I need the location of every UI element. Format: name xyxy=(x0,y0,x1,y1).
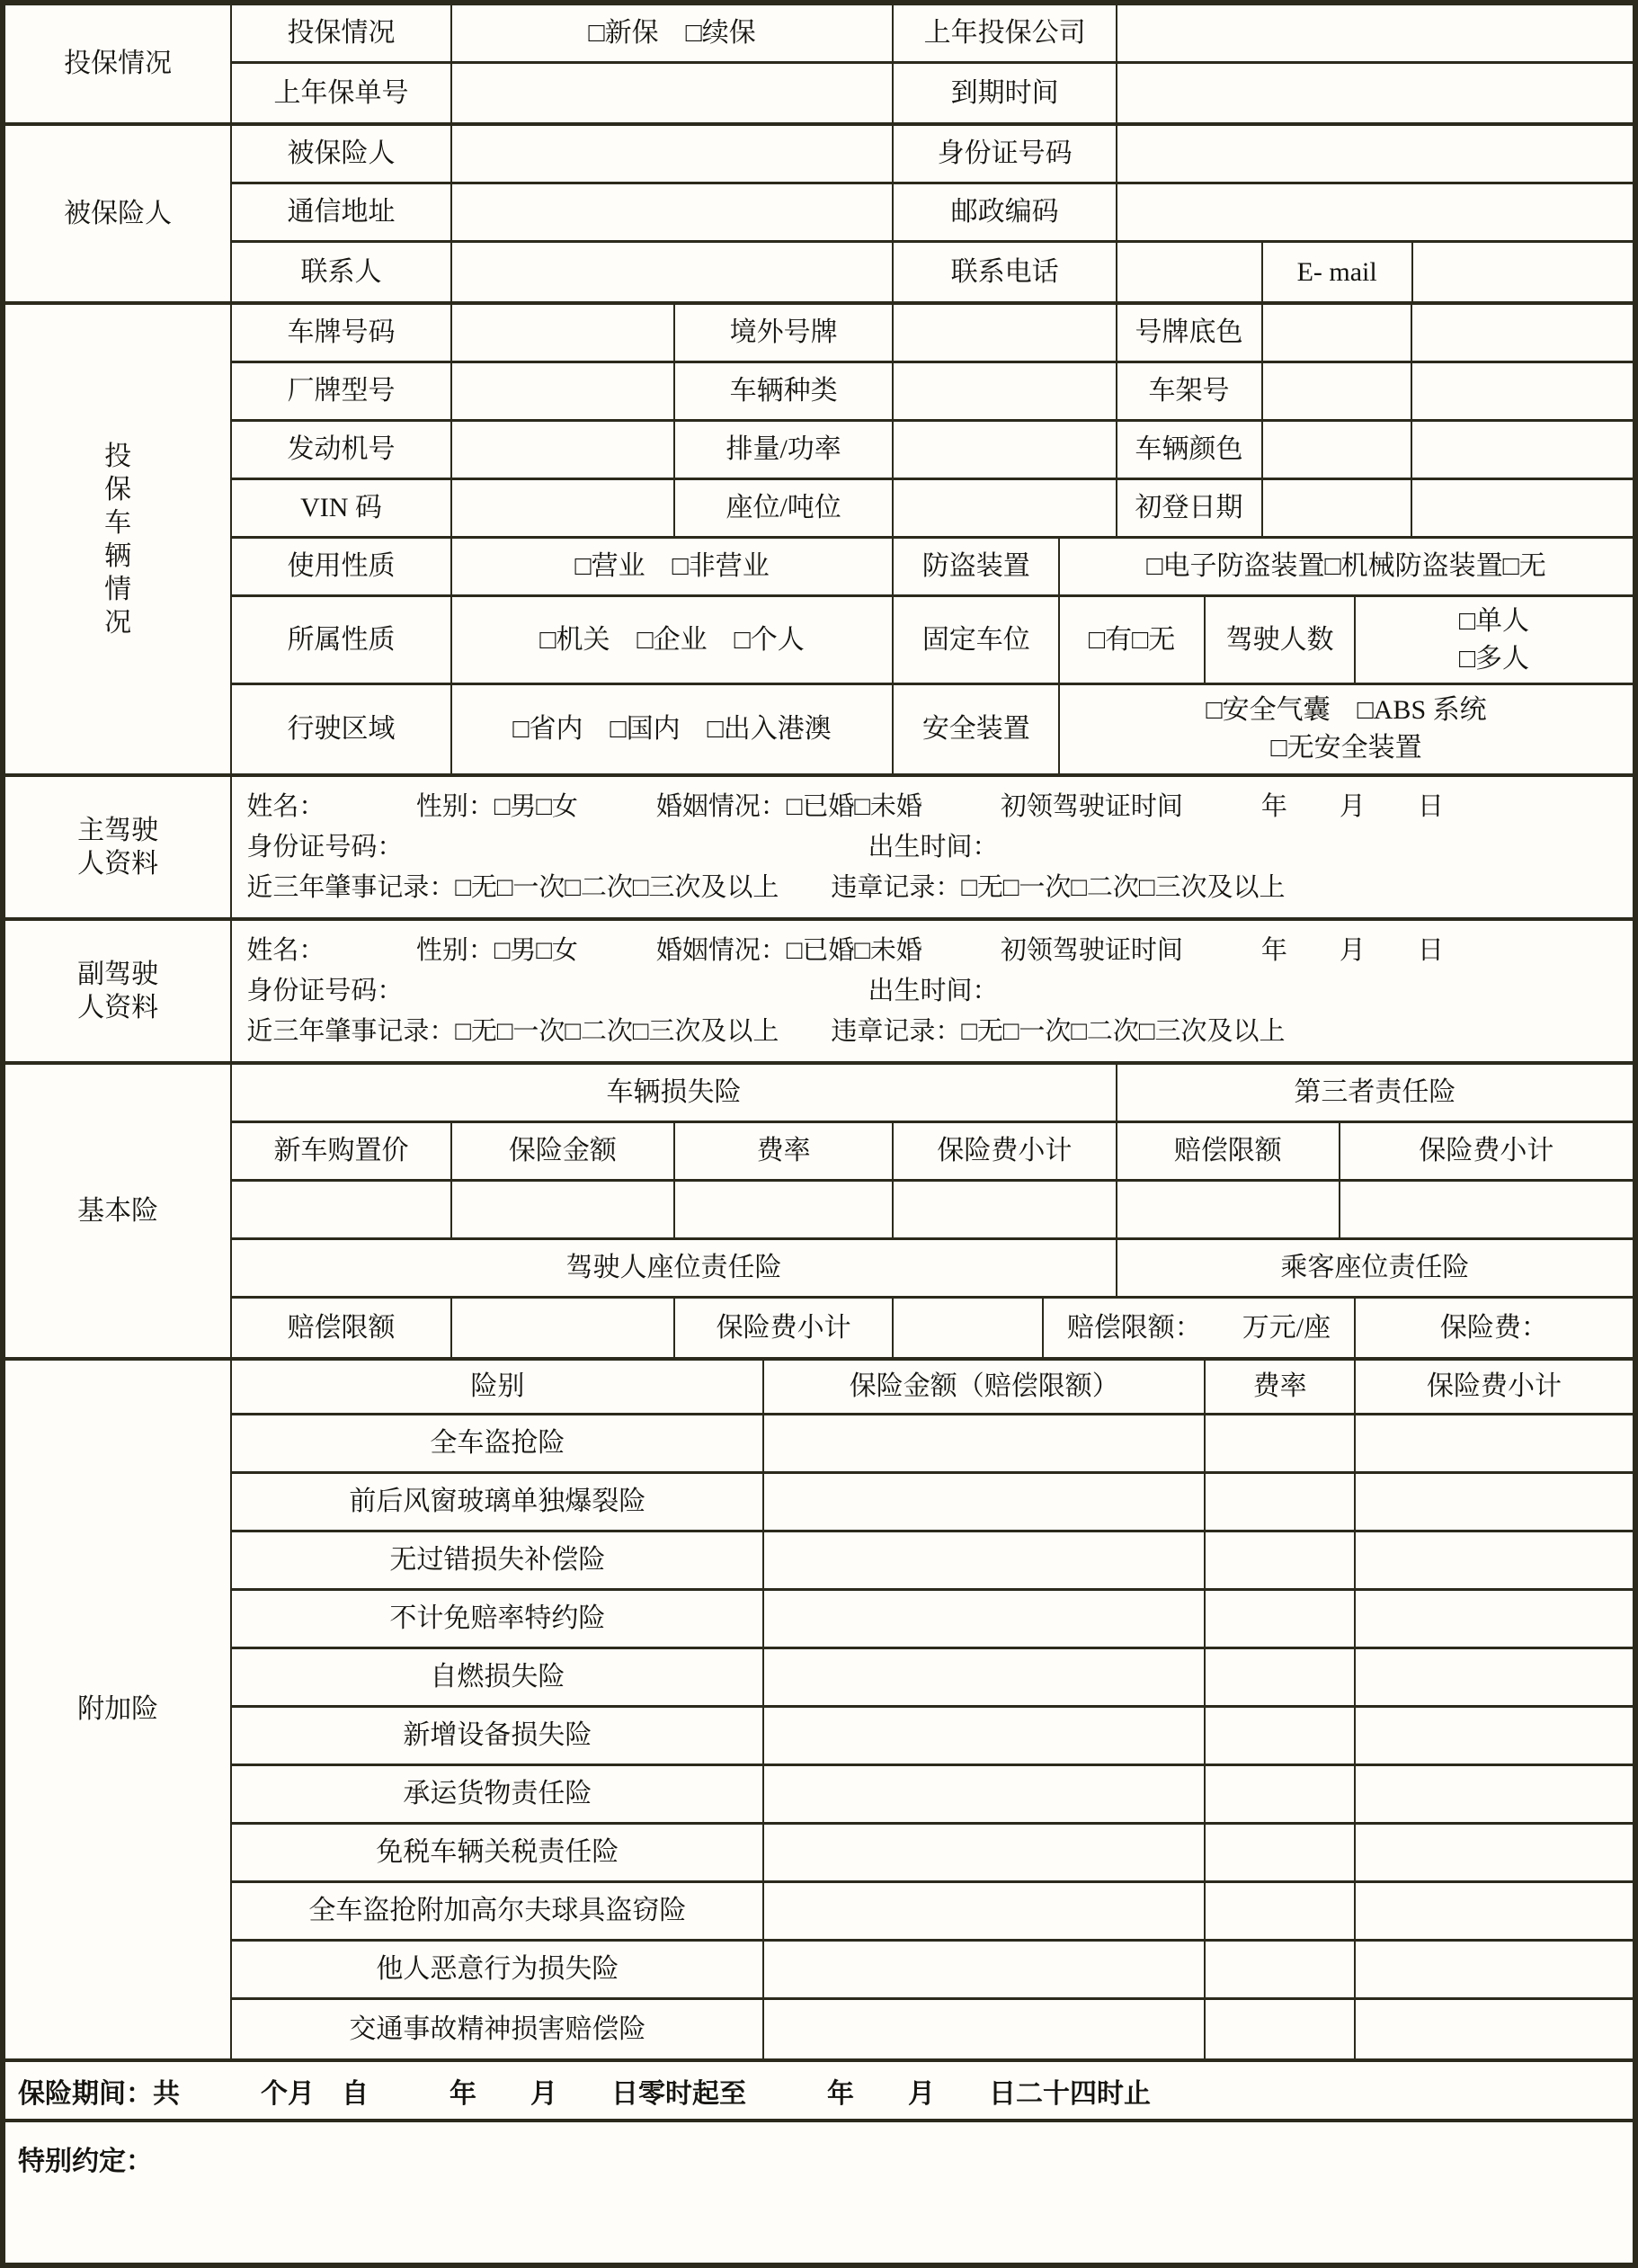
section-label-text: 投保情况 xyxy=(64,49,173,79)
extra-input-cell[interactable] xyxy=(1412,305,1633,361)
fixed-parking-label: 固定车位 xyxy=(894,597,1060,683)
section-label-basic-insurance xyxy=(5,1065,232,1357)
table-row xyxy=(232,1065,1633,1123)
section-label-text: 人资料 xyxy=(77,993,159,1022)
rate-input-cell[interactable] xyxy=(675,1182,894,1237)
section-main-driver xyxy=(5,777,1633,921)
section-second-driver xyxy=(5,921,1633,1065)
passenger-seat-liability-header: 乘客座位责任险 xyxy=(1280,1253,1470,1282)
vin-input-cell[interactable] xyxy=(452,480,675,536)
rider-amount-input-cell[interactable] xyxy=(764,1415,1206,1471)
section-label-text: 副驾驶 xyxy=(77,959,159,989)
table-row xyxy=(232,305,1633,363)
rider-premium-input-cell[interactable] xyxy=(1356,1591,1633,1647)
table-row xyxy=(232,1942,1633,2000)
liability-limit-label: 赔偿限额 xyxy=(232,1299,451,1357)
ownership-checkbox-group[interactable]: □机关 □企业 □个人 xyxy=(452,597,895,683)
table-row xyxy=(232,1825,1633,1883)
vehicle-color-input-cell[interactable] xyxy=(1263,422,1413,478)
rider-premium-input-cell[interactable] xyxy=(1356,1649,1633,1705)
rider-rate-input-cell[interactable] xyxy=(1206,1591,1356,1647)
safety-device-label: 安全装置 xyxy=(894,685,1060,773)
postal-code-input-cell[interactable] xyxy=(1117,184,1633,240)
insured-name-input-cell[interactable] xyxy=(452,126,895,182)
rider-name: 不计免赔率特约险 xyxy=(232,1591,764,1647)
no-safety-device-checkbox[interactable]: □无安全装置 xyxy=(1270,733,1422,763)
last-policy-number-input-cell[interactable] xyxy=(452,64,895,122)
rider-name: 他人恶意行为损失险 xyxy=(232,1942,764,1997)
last-year-insurer-input-cell[interactable] xyxy=(1117,5,1633,61)
liability-limit-input-cell[interactable] xyxy=(452,1299,675,1357)
rider-rate-input-cell[interactable] xyxy=(1206,1942,1356,1997)
make-model-label: 厂牌型号 xyxy=(232,363,451,419)
premium-subtotal-input-cell[interactable] xyxy=(1340,1182,1633,1237)
section-basic-insurance xyxy=(5,1065,1633,1361)
table-row xyxy=(232,1591,1633,1649)
rider-name: 自燃损失险 xyxy=(232,1649,764,1705)
birth-time-field-label[interactable]: 出生时间： xyxy=(868,976,999,1005)
birth-time-field-label[interactable]: 出生时间： xyxy=(868,832,999,862)
rider-premium-input-cell[interactable] xyxy=(1356,1532,1633,1588)
rider-rate-input-cell[interactable] xyxy=(1206,1825,1356,1880)
email-input-cell[interactable] xyxy=(1413,243,1633,301)
table-row xyxy=(232,1299,1633,1357)
section-label-addon-insurance xyxy=(5,1361,232,2058)
second-driver-line1[interactable]: 姓名： 性别：□男□女 婚姻情况：□已婚□未婚 初领驾驶证时间 年 月 日 xyxy=(246,935,1444,965)
table-row xyxy=(232,126,1633,184)
airbag-abs-checkboxes[interactable]: □安全气囊 □ABS 系统 xyxy=(1206,695,1487,725)
table-row xyxy=(232,539,1633,597)
second-driver-fields[interactable] xyxy=(232,921,1633,1061)
rider-amount-input-cell[interactable] xyxy=(764,1474,1206,1530)
first-registration-label: 初登日期 xyxy=(1117,480,1263,536)
passenger-liability-limit-label[interactable]: 赔偿限额： 万元/座 xyxy=(1044,1299,1356,1357)
main-driver-line2[interactable] xyxy=(246,831,1618,863)
postal-code-label: 邮政编码 xyxy=(894,184,1117,240)
table-row xyxy=(232,1766,1633,1825)
rider-premium-input-cell[interactable] xyxy=(1356,1474,1633,1530)
premium-subtotal-input-cell[interactable] xyxy=(894,1299,1044,1357)
safety-device-checkbox-group[interactable] xyxy=(1060,685,1633,773)
driving-region-label: 行驶区域 xyxy=(232,685,451,773)
driving-region-checkbox-group[interactable]: □省内 □国内 □出入港澳 xyxy=(452,685,895,773)
rider-type-header: 险别 xyxy=(232,1361,764,1413)
id-number-field-label[interactable]: 身份证号码： xyxy=(246,976,404,1005)
rider-rate-input-cell[interactable] xyxy=(1206,1766,1356,1822)
contact-phone-label: 联系电话 xyxy=(894,243,1117,301)
new-car-price-header: 新车购置价 xyxy=(232,1123,451,1179)
rate-header: 费率 xyxy=(675,1123,894,1179)
plate-color-input-cell[interactable] xyxy=(1263,305,1413,361)
section-label-text: 主驾驶 xyxy=(77,815,159,845)
insured-amount-input-cell[interactable] xyxy=(452,1182,675,1237)
insured-amount-header: 保险金额 xyxy=(452,1123,675,1179)
insurance-period-text[interactable]: 保险期间：共 个月 自 年 月 日零时起至 年 月 日二十四时止 xyxy=(18,2078,1151,2109)
vin-label: VIN 码 xyxy=(232,480,451,536)
rider-amount-input-cell[interactable] xyxy=(764,1883,1206,1939)
contact-person-label: 联系人 xyxy=(232,243,451,301)
contact-person-input-cell[interactable] xyxy=(452,243,895,301)
rider-premium-header: 保险费小计 xyxy=(1427,1371,1562,1401)
rider-premium-input-cell[interactable] xyxy=(1356,2000,1633,2058)
rider-amount-input-cell[interactable] xyxy=(764,1591,1206,1647)
driver-count-label: 驾驶人数 xyxy=(1206,597,1356,683)
table-row xyxy=(232,422,1633,480)
vehicle-color-label: 车辆颜色 xyxy=(1117,422,1263,478)
plate-color-label: 号牌底色 xyxy=(1117,305,1263,361)
section-label-second-driver xyxy=(5,921,232,1061)
vehicle-damage-insurance-header: 车辆损失险 xyxy=(232,1065,1117,1121)
table-row xyxy=(232,2000,1633,2058)
table-row xyxy=(232,1708,1633,1766)
foreign-plate-input-cell[interactable] xyxy=(894,305,1117,361)
main-driver-line1[interactable]: 姓名： 性别：□男□女 婚姻情况：□已婚□未婚 初领驾驶证时间 年 月 日 xyxy=(246,791,1444,821)
rider-name: 交通事故精神损害赔偿险 xyxy=(232,2000,764,2058)
section-addon-insurance xyxy=(5,1361,1633,2062)
new-car-price-input-cell[interactable] xyxy=(232,1182,451,1237)
rider-premium-input-cell[interactable] xyxy=(1356,1883,1633,1939)
rider-name: 前后风窗玻璃单独爆裂险 xyxy=(232,1474,764,1530)
section-policy-status xyxy=(5,5,1633,126)
usage-nature-checkbox-group[interactable]: □营业 □非营业 xyxy=(452,539,895,594)
table-row xyxy=(232,597,1633,685)
passenger-premium-label[interactable]: 保险费： xyxy=(1439,1312,1548,1343)
rider-premium-input-cell[interactable] xyxy=(1356,1708,1633,1764)
plate-number-input-cell[interactable] xyxy=(452,305,675,361)
contact-phone-input-cell[interactable] xyxy=(1117,243,1263,301)
frame-number-input-cell[interactable] xyxy=(1263,363,1413,419)
vehicle-type-label: 车辆种类 xyxy=(675,363,894,419)
rider-premium-input-cell[interactable] xyxy=(1356,1766,1633,1822)
policy-status-label: 投保情况 xyxy=(232,5,451,61)
engine-number-input-cell[interactable] xyxy=(452,422,675,478)
rider-name: 全车盗抢附加高尔夫球具盗窃险 xyxy=(232,1883,764,1939)
main-driver-line3[interactable]: 近三年肇事记录：□无□一次□二次□三次及以上 违章记录：□无□一次□二次□三次及以上 xyxy=(246,872,1286,902)
special-agreement-label[interactable]: 特别约定： xyxy=(18,2147,153,2176)
last-policy-number-label: 上年保单号 xyxy=(232,64,451,122)
rider-rate-input-cell[interactable] xyxy=(1206,1474,1356,1530)
mail-address-label: 通信地址 xyxy=(232,184,451,240)
table-row xyxy=(232,363,1633,422)
displacement-power-input-cell[interactable] xyxy=(894,422,1117,478)
section-label-text: 基本险 xyxy=(77,1195,159,1226)
fixed-parking-checkbox-group[interactable]: □有□无 xyxy=(1060,597,1206,683)
table-row xyxy=(232,1240,1633,1299)
rider-name: 免税车辆关税责任险 xyxy=(232,1825,764,1880)
insured-name-label: 被保险人 xyxy=(232,126,451,182)
single-driver-checkbox[interactable]: □单人 xyxy=(1458,605,1530,636)
rider-rate-input-cell[interactable] xyxy=(1206,1708,1356,1764)
foreign-plate-label: 境外号牌 xyxy=(675,305,894,361)
driver-seat-liability-header: 驾驶人座位责任险 xyxy=(232,1240,1117,1296)
rider-amount-input-cell[interactable] xyxy=(764,1708,1206,1764)
premium-subtotal-input-cell[interactable] xyxy=(894,1182,1117,1237)
section-label-text: 被保险人 xyxy=(64,198,173,228)
anti-theft-checkbox-group[interactable]: □电子防盗装置□机械防盗装置□无 xyxy=(1146,551,1546,581)
rider-name: 新增设备损失险 xyxy=(232,1708,764,1764)
section-label-vehicle-info xyxy=(5,305,232,773)
rider-name: 承运货物责任险 xyxy=(232,1766,764,1822)
liability-limit-header: 赔偿限额 xyxy=(1117,1123,1340,1179)
rider-amount-input-cell[interactable] xyxy=(764,1942,1206,1997)
first-registration-input-cell[interactable] xyxy=(1263,480,1413,536)
ownership-nature-label: 所属性质 xyxy=(232,597,451,683)
rider-premium-input-cell[interactable] xyxy=(1356,1415,1633,1471)
rider-premium-input-cell[interactable] xyxy=(1356,1825,1633,1880)
displacement-power-label: 排量/功率 xyxy=(675,422,894,478)
table-row xyxy=(232,1474,1633,1532)
section-label-text: 投保车辆情况 xyxy=(104,441,132,638)
rider-rate-input-cell[interactable] xyxy=(1206,2000,1356,2058)
driver-count-checkbox-group[interactable] xyxy=(1356,597,1633,683)
table-row xyxy=(232,5,1633,64)
rider-rate-input-cell[interactable] xyxy=(1206,1415,1356,1471)
special-agreement-row[interactable] xyxy=(5,2122,1633,2263)
email-label: E- mail xyxy=(1263,243,1413,301)
id-number-input-cell[interactable] xyxy=(1117,126,1633,182)
expiry-time-label: 到期时间 xyxy=(894,64,1117,122)
table-row xyxy=(232,184,1633,243)
table-row xyxy=(232,1361,1633,1415)
table-row xyxy=(232,480,1633,539)
new-renew-checkbox-group[interactable]: □新保 □续保 xyxy=(452,5,895,61)
main-driver-fields[interactable] xyxy=(232,777,1633,917)
section-label-insured-person xyxy=(5,126,232,301)
third-party-liability-header: 第三者责任险 xyxy=(1294,1077,1456,1107)
mail-address-input-cell[interactable] xyxy=(452,184,895,240)
section-label-text: 附加险 xyxy=(77,1694,159,1725)
seats-tonnage-input-cell[interactable] xyxy=(894,480,1117,536)
extra-input-cell[interactable] xyxy=(1412,422,1633,478)
id-number-label: 身份证号码 xyxy=(894,126,1117,182)
usage-nature-label: 使用性质 xyxy=(232,539,451,594)
premium-subtotal-header: 保险费小计 xyxy=(894,1123,1117,1179)
table-row xyxy=(232,64,1633,122)
rider-amount-header: 保险金额（赔偿限额） xyxy=(764,1361,1206,1413)
extra-input-cell[interactable] xyxy=(1412,363,1633,419)
last-year-insurer-label: 上年投保公司 xyxy=(894,5,1117,61)
anti-theft-device-label: 防盗装置 xyxy=(894,539,1060,594)
id-number-field-label[interactable]: 身份证号码： xyxy=(246,832,404,862)
section-insured-person xyxy=(5,126,1633,305)
premium-subtotal-label: 保险费小计 xyxy=(675,1299,894,1357)
multi-driver-checkbox[interactable]: □多人 xyxy=(1458,643,1530,674)
rider-name: 全车盗抢险 xyxy=(232,1415,764,1471)
table-row xyxy=(232,1182,1633,1240)
second-driver-line2[interactable] xyxy=(246,975,1618,1007)
rider-rate-input-cell[interactable] xyxy=(1206,1532,1356,1588)
section-vehicle-info xyxy=(5,305,1633,777)
rider-name: 无过错损失补偿险 xyxy=(232,1532,764,1588)
table-row xyxy=(232,1415,1633,1474)
section-label-text: 人资料 xyxy=(77,849,159,879)
insurance-period-row[interactable] xyxy=(5,2062,1633,2122)
section-label-main-driver xyxy=(5,777,232,917)
rider-amount-input-cell[interactable] xyxy=(764,1532,1206,1588)
extra-input-cell[interactable] xyxy=(1412,480,1633,536)
seats-tonnage-label: 座位/吨位 xyxy=(675,480,894,536)
table-row xyxy=(232,1123,1633,1182)
rider-premium-input-cell[interactable] xyxy=(1356,1942,1633,1997)
rider-amount-input-cell[interactable] xyxy=(764,1825,1206,1880)
vehicle-type-input-cell[interactable] xyxy=(894,363,1117,419)
rider-amount-input-cell[interactable] xyxy=(764,1766,1206,1822)
rider-amount-input-cell[interactable] xyxy=(764,1649,1206,1705)
table-row xyxy=(232,685,1633,773)
table-row xyxy=(232,1883,1633,1942)
table-row xyxy=(232,1532,1633,1591)
rider-rate-header: 费率 xyxy=(1206,1361,1356,1413)
engine-number-label: 发动机号 xyxy=(232,422,451,478)
frame-number-label: 车架号 xyxy=(1117,363,1263,419)
plate-number-label: 车牌号码 xyxy=(232,305,451,361)
rider-rate-input-cell[interactable] xyxy=(1206,1883,1356,1939)
section-label-policy-status xyxy=(5,5,232,122)
make-model-input-cell[interactable] xyxy=(452,363,675,419)
expiry-time-input-cell[interactable] xyxy=(1117,64,1633,122)
premium-subtotal-header: 保险费小计 xyxy=(1419,1136,1554,1165)
second-driver-line3[interactable]: 近三年肇事记录：□无□一次□二次□三次及以上 违章记录：□无□一次□二次□三次及以上 xyxy=(246,1016,1286,1046)
rider-rate-input-cell[interactable] xyxy=(1206,1649,1356,1705)
rider-amount-input-cell[interactable] xyxy=(764,2000,1206,2058)
table-row xyxy=(232,243,1633,301)
table-row xyxy=(232,1649,1633,1708)
liability-limit-input-cell[interactable] xyxy=(1117,1182,1340,1237)
